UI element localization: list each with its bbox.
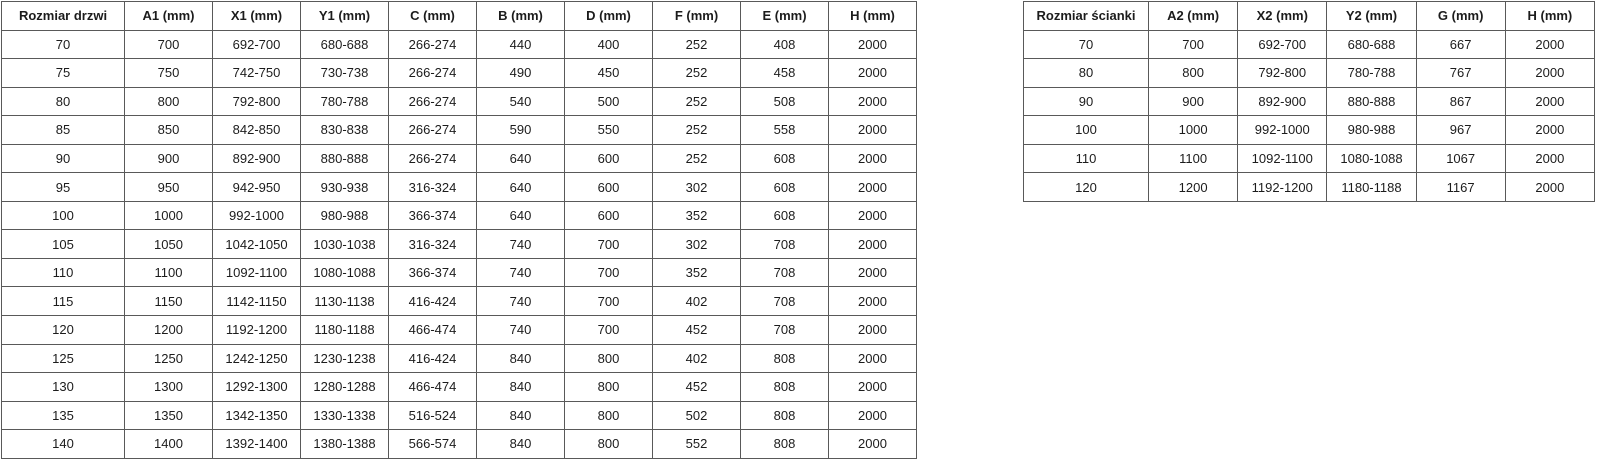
table-cell: 867 bbox=[1416, 87, 1505, 116]
table-cell: 402 bbox=[653, 344, 741, 373]
table-cell: 742-750 bbox=[213, 59, 301, 88]
table-cell: 100 bbox=[2, 201, 125, 230]
table-cell: 1130-1138 bbox=[301, 287, 389, 316]
table-cell: 1400 bbox=[125, 430, 213, 459]
table-cell: 75 bbox=[2, 59, 125, 88]
table-cell: 120 bbox=[2, 316, 125, 345]
table-row bbox=[2, 30, 917, 59]
table-cell: 2000 bbox=[1505, 87, 1594, 116]
table-cell: 302 bbox=[653, 230, 741, 259]
table-cell: 400 bbox=[565, 30, 653, 59]
header-row bbox=[2, 2, 917, 31]
table-cell: 1350 bbox=[125, 401, 213, 430]
table-cell: 740 bbox=[477, 287, 565, 316]
table-row bbox=[2, 230, 917, 259]
table-cell: 550 bbox=[565, 116, 653, 145]
column-header: Y2 (mm) bbox=[1327, 2, 1416, 31]
table-cell: 450 bbox=[565, 59, 653, 88]
table-cell: 2000 bbox=[1505, 116, 1594, 145]
table-cell: 2000 bbox=[829, 287, 917, 316]
table-cell: 992-1000 bbox=[213, 201, 301, 230]
table-cell: 842-850 bbox=[213, 116, 301, 145]
table-row bbox=[1024, 144, 1595, 173]
table-row bbox=[2, 316, 917, 345]
table-cell: 1192-1200 bbox=[213, 316, 301, 345]
column-header: X1 (mm) bbox=[213, 2, 301, 31]
table-cell: 2000 bbox=[829, 430, 917, 459]
wall-size-table bbox=[1023, 1, 1595, 202]
table-row bbox=[2, 373, 917, 402]
table-cell: 458 bbox=[741, 59, 829, 88]
table-cell: 800 bbox=[1149, 59, 1238, 88]
table-cell: 1080-1088 bbox=[301, 258, 389, 287]
table-cell: 800 bbox=[125, 87, 213, 116]
table-cell: 80 bbox=[1024, 59, 1149, 88]
table-cell: 466-474 bbox=[389, 373, 477, 402]
table-cell: 900 bbox=[125, 144, 213, 173]
column-header: X2 (mm) bbox=[1238, 2, 1327, 31]
column-header: G (mm) bbox=[1416, 2, 1505, 31]
table-cell: 792-800 bbox=[1238, 59, 1327, 88]
door-size-table bbox=[1, 1, 917, 459]
table-cell: 452 bbox=[653, 316, 741, 345]
table-cell: 552 bbox=[653, 430, 741, 459]
table-cell: 135 bbox=[2, 401, 125, 430]
column-header: Rozmiar drzwi bbox=[2, 2, 125, 31]
table-cell: 667 bbox=[1416, 30, 1505, 59]
table-cell: 115 bbox=[2, 287, 125, 316]
table-row bbox=[2, 59, 917, 88]
table-cell: 692-700 bbox=[213, 30, 301, 59]
table-cell: 266-274 bbox=[389, 116, 477, 145]
table-row bbox=[2, 287, 917, 316]
table-cell: 2000 bbox=[829, 201, 917, 230]
table-cell: 590 bbox=[477, 116, 565, 145]
table-cell: 440 bbox=[477, 30, 565, 59]
table-cell: 2000 bbox=[1505, 144, 1594, 173]
table-row bbox=[1024, 30, 1595, 59]
table-cell: 980-988 bbox=[1327, 116, 1416, 145]
column-header: H (mm) bbox=[829, 2, 917, 31]
table-cell: 566-574 bbox=[389, 430, 477, 459]
table-cell: 252 bbox=[653, 116, 741, 145]
table-cell: 800 bbox=[565, 401, 653, 430]
table-cell: 2000 bbox=[1505, 59, 1594, 88]
table-cell: 740 bbox=[477, 258, 565, 287]
table-cell: 792-800 bbox=[213, 87, 301, 116]
table-cell: 2000 bbox=[829, 316, 917, 345]
table-cell: 640 bbox=[477, 201, 565, 230]
table-cell: 120 bbox=[1024, 173, 1149, 202]
table-cell: 110 bbox=[1024, 144, 1149, 173]
table-cell: 266-274 bbox=[389, 30, 477, 59]
table-cell: 950 bbox=[125, 173, 213, 202]
table-cell: 708 bbox=[741, 287, 829, 316]
table-cell: 500 bbox=[565, 87, 653, 116]
table-cell: 408 bbox=[741, 30, 829, 59]
table-cell: 95 bbox=[2, 173, 125, 202]
table-cell: 767 bbox=[1416, 59, 1505, 88]
table-cell: 1250 bbox=[125, 344, 213, 373]
table-cell: 252 bbox=[653, 144, 741, 173]
table-row bbox=[1024, 116, 1595, 145]
table-cell: 942-950 bbox=[213, 173, 301, 202]
table-cell: 558 bbox=[741, 116, 829, 145]
column-header: Y1 (mm) bbox=[301, 2, 389, 31]
table-cell: 740 bbox=[477, 230, 565, 259]
table-cell: 840 bbox=[477, 344, 565, 373]
table-cell: 708 bbox=[741, 316, 829, 345]
table-cell: 640 bbox=[477, 144, 565, 173]
table-cell: 1000 bbox=[125, 201, 213, 230]
table-cell: 600 bbox=[565, 144, 653, 173]
table-cell: 416-424 bbox=[389, 287, 477, 316]
table-cell: 110 bbox=[2, 258, 125, 287]
table-cell: 352 bbox=[653, 258, 741, 287]
column-header: B (mm) bbox=[477, 2, 565, 31]
column-header: F (mm) bbox=[653, 2, 741, 31]
table-cell: 808 bbox=[741, 401, 829, 430]
table-cell: 808 bbox=[741, 344, 829, 373]
table-cell: 540 bbox=[477, 87, 565, 116]
table-cell: 2000 bbox=[829, 144, 917, 173]
table-cell: 130 bbox=[2, 373, 125, 402]
table-cell: 780-788 bbox=[301, 87, 389, 116]
table-cell: 840 bbox=[477, 401, 565, 430]
table-cell: 980-988 bbox=[301, 201, 389, 230]
table-cell: 830-838 bbox=[301, 116, 389, 145]
table-cell: 2000 bbox=[829, 230, 917, 259]
table-cell: 708 bbox=[741, 258, 829, 287]
table-cell: 2000 bbox=[829, 173, 917, 202]
table-row bbox=[2, 344, 917, 373]
table-cell: 1080-1088 bbox=[1327, 144, 1416, 173]
table-cell: 1050 bbox=[125, 230, 213, 259]
table-cell: 266-274 bbox=[389, 144, 477, 173]
table-cell: 700 bbox=[565, 230, 653, 259]
table-row bbox=[2, 430, 917, 459]
table-cell: 600 bbox=[565, 201, 653, 230]
table-cell: 100 bbox=[1024, 116, 1149, 145]
table-cell: 708 bbox=[741, 230, 829, 259]
table-cell: 2000 bbox=[829, 401, 917, 430]
table-cell: 466-474 bbox=[389, 316, 477, 345]
table-cell: 680-688 bbox=[1327, 30, 1416, 59]
table-cell: 316-324 bbox=[389, 173, 477, 202]
column-header: H (mm) bbox=[1505, 2, 1594, 31]
table-cell: 1142-1150 bbox=[213, 287, 301, 316]
table-cell: 1167 bbox=[1416, 173, 1505, 202]
table-row bbox=[2, 201, 917, 230]
table-cell: 1300 bbox=[125, 373, 213, 402]
table-cell: 266-274 bbox=[389, 87, 477, 116]
table-cell: 900 bbox=[1149, 87, 1238, 116]
table-cell: 1092-1100 bbox=[1238, 144, 1327, 173]
table-cell: 800 bbox=[565, 430, 653, 459]
table-cell: 2000 bbox=[829, 373, 917, 402]
table-cell: 930-938 bbox=[301, 173, 389, 202]
column-header: D (mm) bbox=[565, 2, 653, 31]
table-cell: 1180-1188 bbox=[301, 316, 389, 345]
table-cell: 516-524 bbox=[389, 401, 477, 430]
table-cell: 1380-1388 bbox=[301, 430, 389, 459]
table-cell: 252 bbox=[653, 59, 741, 88]
table-cell: 302 bbox=[653, 173, 741, 202]
table-cell: 1280-1288 bbox=[301, 373, 389, 402]
table-cell: 600 bbox=[565, 173, 653, 202]
table-cell: 105 bbox=[2, 230, 125, 259]
header-row bbox=[1024, 2, 1595, 31]
table-cell: 1330-1338 bbox=[301, 401, 389, 430]
table-cell: 1030-1038 bbox=[301, 230, 389, 259]
column-header: Rozmiar ścianki bbox=[1024, 2, 1149, 31]
table-cell: 70 bbox=[2, 30, 125, 59]
table-cell: 90 bbox=[2, 144, 125, 173]
table-cell: 1342-1350 bbox=[213, 401, 301, 430]
table-cell: 880-888 bbox=[301, 144, 389, 173]
table-cell: 1100 bbox=[125, 258, 213, 287]
table-cell: 800 bbox=[565, 344, 653, 373]
column-header: E (mm) bbox=[741, 2, 829, 31]
table-cell: 1392-1400 bbox=[213, 430, 301, 459]
table-cell: 140 bbox=[2, 430, 125, 459]
table-cell: 640 bbox=[477, 173, 565, 202]
table-cell: 808 bbox=[741, 430, 829, 459]
table-cell: 800 bbox=[565, 373, 653, 402]
table-cell: 508 bbox=[741, 87, 829, 116]
column-header: C (mm) bbox=[389, 2, 477, 31]
table-cell: 316-324 bbox=[389, 230, 477, 259]
table-cell: 266-274 bbox=[389, 59, 477, 88]
table-cell: 2000 bbox=[1505, 30, 1594, 59]
table-cell: 992-1000 bbox=[1238, 116, 1327, 145]
table-row bbox=[2, 87, 917, 116]
table-cell: 700 bbox=[565, 258, 653, 287]
table-cell: 1192-1200 bbox=[1238, 173, 1327, 202]
table-row bbox=[2, 144, 917, 173]
table-cell: 1200 bbox=[1149, 173, 1238, 202]
table-cell: 490 bbox=[477, 59, 565, 88]
table-cell: 352 bbox=[653, 201, 741, 230]
table-row bbox=[2, 401, 917, 430]
table-cell: 1100 bbox=[1149, 144, 1238, 173]
table-cell: 880-888 bbox=[1327, 87, 1416, 116]
table-cell: 2000 bbox=[829, 30, 917, 59]
table-cell: 700 bbox=[1149, 30, 1238, 59]
table-cell: 125 bbox=[2, 344, 125, 373]
table-cell: 892-900 bbox=[1238, 87, 1327, 116]
table-cell: 2000 bbox=[829, 87, 917, 116]
table-cell: 2000 bbox=[1505, 173, 1594, 202]
table-cell: 850 bbox=[125, 116, 213, 145]
table-cell: 700 bbox=[565, 287, 653, 316]
table-cell: 502 bbox=[653, 401, 741, 430]
table-cell: 1230-1238 bbox=[301, 344, 389, 373]
table-cell: 840 bbox=[477, 430, 565, 459]
table-cell: 366-374 bbox=[389, 201, 477, 230]
table-cell: 1200 bbox=[125, 316, 213, 345]
table-row bbox=[2, 116, 917, 145]
table-cell: 608 bbox=[741, 173, 829, 202]
column-header: A1 (mm) bbox=[125, 2, 213, 31]
table-cell: 2000 bbox=[829, 59, 917, 88]
table-cell: 2000 bbox=[829, 258, 917, 287]
table-cell: 252 bbox=[653, 30, 741, 59]
table-cell: 1292-1300 bbox=[213, 373, 301, 402]
table-cell: 252 bbox=[653, 87, 741, 116]
table-cell: 90 bbox=[1024, 87, 1149, 116]
table-cell: 780-788 bbox=[1327, 59, 1416, 88]
table-cell: 2000 bbox=[829, 344, 917, 373]
table-cell: 1180-1188 bbox=[1327, 173, 1416, 202]
table-cell: 700 bbox=[125, 30, 213, 59]
table-cell: 740 bbox=[477, 316, 565, 345]
table-cell: 808 bbox=[741, 373, 829, 402]
table-row bbox=[1024, 59, 1595, 88]
table-cell: 1092-1100 bbox=[213, 258, 301, 287]
table-cell: 85 bbox=[2, 116, 125, 145]
table-cell: 2000 bbox=[829, 116, 917, 145]
table-cell: 80 bbox=[2, 87, 125, 116]
table-cell: 366-374 bbox=[389, 258, 477, 287]
table-row bbox=[2, 258, 917, 287]
table-cell: 700 bbox=[565, 316, 653, 345]
table-cell: 967 bbox=[1416, 116, 1505, 145]
table-cell: 452 bbox=[653, 373, 741, 402]
table-cell: 680-688 bbox=[301, 30, 389, 59]
table-cell: 730-738 bbox=[301, 59, 389, 88]
table-row bbox=[1024, 87, 1595, 116]
table-row bbox=[1024, 173, 1595, 202]
column-header: A2 (mm) bbox=[1149, 2, 1238, 31]
table-cell: 1000 bbox=[1149, 116, 1238, 145]
table-cell: 416-424 bbox=[389, 344, 477, 373]
table-cell: 692-700 bbox=[1238, 30, 1327, 59]
table-cell: 402 bbox=[653, 287, 741, 316]
table-cell: 750 bbox=[125, 59, 213, 88]
table-cell: 1042-1050 bbox=[213, 230, 301, 259]
table-cell: 840 bbox=[477, 373, 565, 402]
table-cell: 892-900 bbox=[213, 144, 301, 173]
table-row bbox=[2, 173, 917, 202]
table-cell: 70 bbox=[1024, 30, 1149, 59]
table-cell: 1067 bbox=[1416, 144, 1505, 173]
table-cell: 1150 bbox=[125, 287, 213, 316]
table-cell: 608 bbox=[741, 201, 829, 230]
table-cell: 608 bbox=[741, 144, 829, 173]
table-cell: 1242-1250 bbox=[213, 344, 301, 373]
